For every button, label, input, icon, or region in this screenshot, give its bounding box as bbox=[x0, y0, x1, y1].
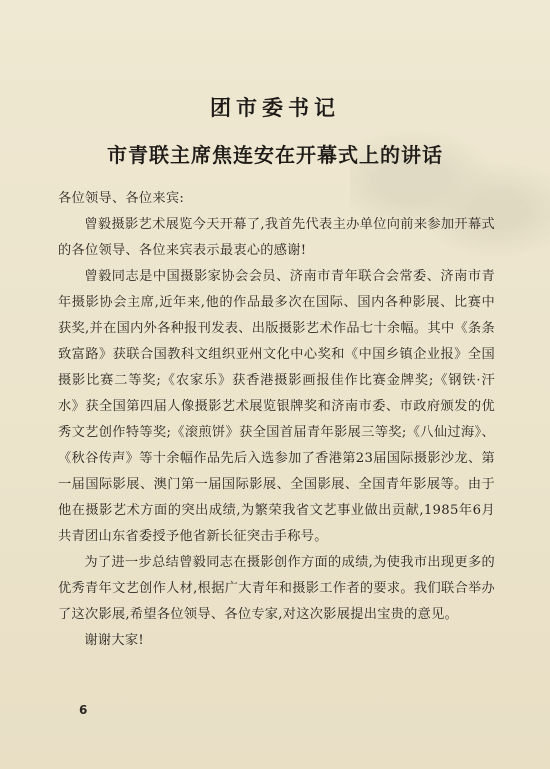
title-line-2: 市青联主席焦连安在开幕式上的讲话 bbox=[107, 143, 443, 167]
paragraph-achievements: 曾毅同志是中国摄影家协会会员、济南市青年联合会常委、济南市青年摄影协会主席,近年来,他的作品最多次在国际、国内各种影展、比赛中获奖,并在国内外各种报刊发表、出版摄影艺术作品七十余幅。其中《条条致富路》获联合国教科文组织亚州文化中心奖和《中国乡镇企业报》全国摄影比赛二等奖;《农家乐》获香港摄影画报佳作比赛金牌奖;《钢铁·汗水》获全国第四届人像摄影艺术展览银牌奖和济南市委、市政府颁发的优秀文艺创作特等奖;《滚煎饼》获全国首届青年影展三等奖;《八仙过海》、《秋谷传声》等十余幅作品先后入选参加了香港第23届国际摄影沙龙、第一届国际影展、澳门第一届国际影展、全国影展、全国青年影展等。由于他在摄影艺术方面的突出成绩,为繁荣我省文艺事业做出贡献,1985年6月共青团山东省委授予他省新长征突击手称号。 bbox=[58, 269, 495, 544]
paragraph-opening: 曾毅摄影艺术展览今天开幕了,我首先代表主办单位向前来参加开幕式的各位领导、各位来宾表示最衷心的感谢! bbox=[58, 217, 495, 258]
page-number: 6 bbox=[79, 703, 88, 717]
paragraph-closing: 谢谢大家! bbox=[84, 633, 144, 648]
speech-body bbox=[58, 186, 495, 654]
title-line-1: 团市委书记 bbox=[210, 96, 340, 120]
salutation: 各位领导、各位来宾: bbox=[58, 191, 185, 206]
paragraph-purpose: 为了进一步总结曾毅同志在摄影创作方面的成绩,为使我市出现更多的优秀青年文艺创作人材,根据广大青年和摄影工作者的要求。我们联合举办了这次影展,希望各位领导、各位专家,对这次影展提出宝贵的意见。 bbox=[58, 555, 495, 622]
